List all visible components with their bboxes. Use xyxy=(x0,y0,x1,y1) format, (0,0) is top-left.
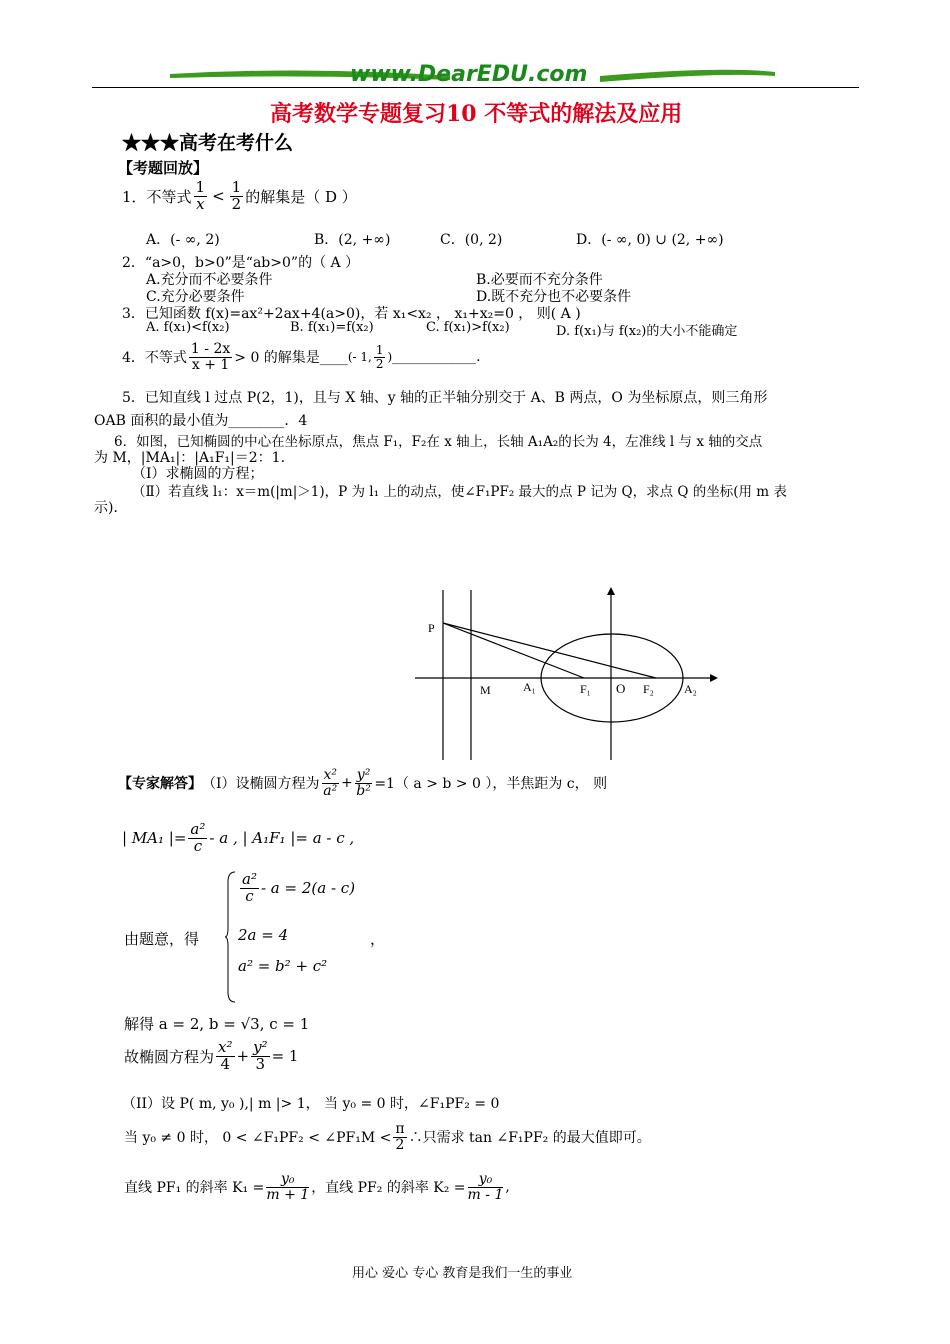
system-brace-icon xyxy=(225,870,237,1004)
page-title: 高考数学专题复习10 不等式的解法及应用 xyxy=(270,101,683,127)
eq-x2-4: $\frac{\text{x²}}{4}$ xyxy=(218,1038,233,1073)
q4-fraction xyxy=(189,342,232,372)
q4-mid: > 0 的解集是____ xyxy=(234,350,348,367)
q2-option-a: A.充分而不必要条件 xyxy=(146,272,273,288)
y-axis-arrow-icon xyxy=(607,587,615,595)
eq-k1-num: y₀ xyxy=(266,1172,309,1188)
q4-den: x + 1 xyxy=(191,356,230,373)
q3-stem: 3．已知函数 f(x)=ax²+2ax+4(a>0)，若 x₁<x₂ ， x₁+x₂=0 ， 则( A ) xyxy=(122,306,581,322)
solution-line-2 xyxy=(122,822,354,855)
x-axis-arrow-icon xyxy=(710,674,718,682)
q6-part1: （Ⅰ）求椭圆的方程； xyxy=(132,466,264,482)
q1-lhs-fraction xyxy=(194,180,208,213)
label-a1: A₁ xyxy=(523,680,536,694)
q2-option-c: C.充分必要条件 xyxy=(146,289,245,305)
solution-s5-a: 直线 PF₁ 的斜率 K₁ = xyxy=(124,1180,265,1197)
q1-lhs-den: x xyxy=(196,194,205,213)
system-eq-2: 2a = 4 xyxy=(238,926,289,944)
q6-part2: （Ⅱ）若直线 l₁：x＝m(|m|＞1)，P 为 l₁ 上的动点，使∠F₁PF₂ 最大的点 P 记为 Q，求点 Q 的坐标(用 m 表 xyxy=(132,484,787,500)
question-1 xyxy=(122,180,357,213)
q4-tail: ____________. xyxy=(392,349,481,366)
eq-pi-den: 2 xyxy=(395,1136,405,1153)
q1-rhs-den: 2 xyxy=(231,194,242,213)
eq-y2-3: $\frac{\text{y²}}{3}$ xyxy=(253,1038,268,1073)
q5-line1: 5．已知直线 l 过点 P(2，1)，且与 X 轴、y 轴的正半轴分别交于 A、B 两点，O 为坐标原点，则三角形 xyxy=(122,390,768,406)
q1-rhs-num: 1 xyxy=(231,178,242,196)
eq-k2 xyxy=(468,1172,504,1202)
solution-s2-a: | MA₁ |= xyxy=(122,829,187,848)
q4-ans-den: 2 xyxy=(375,356,384,371)
q1-option-a: A．(- ∞, 2) xyxy=(146,232,220,248)
solution-heading: 【专家解答】 xyxy=(118,776,202,793)
solution-s5-b: ，直线 PF₂ 的斜率 K₂ = xyxy=(311,1180,466,1197)
q1-option-c: C．(0, 2) xyxy=(440,232,503,248)
solution-system-label: 由题意，得 xyxy=(124,930,200,948)
segment-pf2 xyxy=(443,623,656,678)
system-eq-1 xyxy=(238,872,355,905)
ellipse-figure xyxy=(410,585,720,765)
header-rule xyxy=(92,87,859,88)
q2-stem: 2．“a>0，b>0”是“ab>0”的（ A ） xyxy=(122,255,360,271)
eq-k2-num: y₀ xyxy=(468,1172,504,1188)
solution-s1-a: （Ⅰ）设椭圆方程为 xyxy=(202,776,320,793)
label-o: O xyxy=(616,681,626,696)
q4-prefix: 4．不等式 xyxy=(122,350,187,367)
solution-s4-a: 当 y₀ ≠ 0 时， 0 < ∠F₁PF₂ < ∠PF₁M < xyxy=(124,1130,392,1147)
eq-k2-den: m - 1 xyxy=(467,1186,504,1203)
q1-option-b: B．(2, +∞) xyxy=(314,232,391,248)
label-p: P xyxy=(428,621,435,635)
q1-lhs-num: 1 xyxy=(195,178,206,196)
q6-part2b: 示)． xyxy=(94,500,128,516)
q3-option-b: B. f(x₁)=f(x₂) xyxy=(290,320,374,335)
solution-ellipse-pre: 故椭圆方程为 xyxy=(124,1047,215,1066)
solution-s2-b: - a , | A₁F₁ |= a - c , xyxy=(209,829,355,848)
label-f2: F₂ xyxy=(643,682,654,696)
eq-a2-c: $\frac{\text{a²}}{c}$ xyxy=(190,820,206,855)
q4-num: 1 - 2x xyxy=(190,341,231,357)
q4-ans-fraction xyxy=(374,344,386,370)
q1-lt: < xyxy=(212,187,225,206)
q4-answer xyxy=(348,344,392,370)
q6-line2: 为 M，|MA₁|：|A₁F₁|＝2：1. xyxy=(94,450,286,466)
q5-line2: OAB 面积的最小值为________．4 xyxy=(94,413,308,429)
segment-pf1 xyxy=(443,623,584,678)
eq-k1-den: m + 1 xyxy=(266,1186,310,1203)
stars-heading: ★★★高考在考什么 xyxy=(122,132,294,154)
q4-ans-num: 1 xyxy=(375,343,384,358)
q3-option-a: A. f(x₁)<f(x₂) xyxy=(146,320,230,335)
q1-options xyxy=(146,229,786,249)
q1-rhs-fraction xyxy=(230,180,244,213)
label-m: M xyxy=(480,683,491,697)
eq-sys-a2-c: $\frac{\text{a²}}{c}$ xyxy=(242,870,257,905)
q4-ans-pre: (- 1, xyxy=(347,350,372,365)
eq-x2-a2: $\frac{\text{x²}}{\text{a²}}$ xyxy=(323,767,338,799)
eq-k1 xyxy=(266,1172,309,1202)
solution-part2-line3 xyxy=(124,1172,510,1202)
solution-s4-b: ∴只需求 tan ∠F₁PF₂ 的最大值即可。 xyxy=(408,1130,651,1147)
q1-option-d: D．(- ∞, 0) ∪ (2, +∞) xyxy=(576,232,724,248)
section-review: 【考题回放】 xyxy=(118,159,209,177)
eq-y2-b2: $\frac{\text{y²}}{\text{b²}}$ xyxy=(356,767,371,799)
system-comma: ， xyxy=(370,930,386,948)
system-eq-3: a² = b² + c² xyxy=(238,957,328,975)
solution-s1-b: =1（ a > b > 0 ），半焦距为 c， 则 xyxy=(374,776,608,793)
q1-suffix: 的解集是（ D ） xyxy=(245,187,357,206)
eq-pi-num: π xyxy=(395,1121,405,1137)
q3-option-d: D. f(x₁)与 f(x₂)的大小不能确定 xyxy=(556,324,738,339)
page-footer: 用心 爱心 专心 教育是我们一生的事业 xyxy=(352,1266,573,1281)
solution-sys1: - a = 2(a - c) xyxy=(260,879,356,898)
q2-option-b: B.必要而不充分条件 xyxy=(476,272,603,288)
q3-option-c: C. f(x₁)>f(x₂) xyxy=(426,320,510,335)
solution-ellipse-eq: 故椭圆方程为 $\frac{\text{x²}}{4}$ + $\frac{\text{y²}}{3}$ = 1 xyxy=(124,1038,299,1073)
label-f1: F₁ xyxy=(580,682,591,696)
q2-option-d: D.既不充分也不必要条件 xyxy=(476,289,632,305)
solution-line-1: 【专家解答】 （Ⅰ）设椭圆方程为 $\frac{\text{x²}}{\text{a²}}$ + $\frac{\text{y²}}{\text{b²}}$ =1（ a > b > 0 ），半焦距为 c， 则 xyxy=(118,767,608,799)
solution-solve: 解得 a = 2, b = √3, c = 1 xyxy=(124,1015,310,1033)
q1-prefix: 1．不等式 xyxy=(122,187,192,206)
question-4 xyxy=(122,342,481,372)
solution-part2-line1: （II）设 P( m, y₀ ),| m |> 1， 当 y₀ = 0 时，∠F₁PF₂ = 0 xyxy=(122,1096,500,1112)
q4-ans-post: ) xyxy=(387,350,393,365)
solution-ellipse-post: = 1 xyxy=(271,1047,299,1066)
header-logo xyxy=(160,62,780,90)
q6-line1: 6．如图，已知椭圆的中心在坐标原点，焦点 F₁，F₂在 x 轴上，长轴 A₁A₂的长为 4，左准线 l 与 x 轴的交点 xyxy=(114,434,763,450)
logo-site-text[interactable]: www.DearEDU.com xyxy=(350,62,588,87)
label-a2: A₂ xyxy=(684,682,697,696)
solution-s5-c: , xyxy=(505,1179,510,1196)
eq-pi-2 xyxy=(393,1122,406,1152)
solution-part2-line2 xyxy=(124,1122,651,1152)
